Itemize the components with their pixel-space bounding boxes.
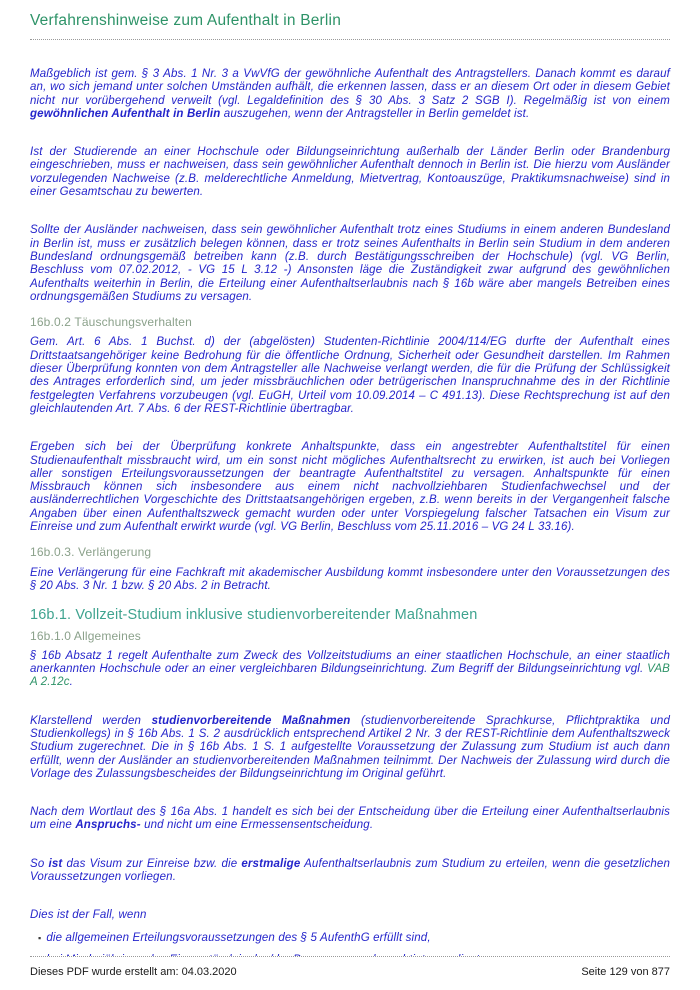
bold-text-segment: erstmalige bbox=[241, 857, 301, 870]
text-segment: Dies ist der Fall, wenn bbox=[30, 909, 147, 922]
cross-reference-link[interactable]: VAB A 2.12c bbox=[30, 663, 670, 689]
heading-16b-0-3-verlaengerung: 16b.0.3. Verlängerung bbox=[30, 545, 152, 560]
para-visum-erteilung bbox=[30, 858, 670, 885]
page-footer bbox=[30, 956, 670, 978]
para-studenten-richtlinie bbox=[30, 336, 670, 416]
document-title: Verfahrenshinweise zum Aufenthalt in Berlin bbox=[30, 12, 670, 40]
text-segment: auszugehen, wenn der Antragsteller in Berlin gemeldet ist. bbox=[220, 107, 530, 120]
para-missbrauch-anhaltspunkte bbox=[30, 441, 670, 534]
text-segment: Ist der Studierende an einer Hochschule oder Bildungseinrichtung außerhalb der Länder Berlin oder Brandenburg eingeschrieben, muss er nachweisen, dass sein gewöhnlicher Aufenthalt dennoch in Berlin ist. Die hierzu vom Ausländer vorzulegenden Nachweise (z.B. melderechtliche Anmeldung, Mietvertrag, Kontoauszüge, Praktikumsnachweise) sind in einer Gesamtschau zu bewerten. bbox=[30, 146, 670, 199]
creation-date: Dieses PDF wurde erstellt am: 04.03.2020 bbox=[30, 966, 237, 978]
bold-text-segment: studienvorbereitende Maßnahmen bbox=[151, 714, 351, 727]
para-hochschule-ausserhalb bbox=[30, 146, 670, 199]
para-verlaengerung-fachkraft bbox=[30, 567, 670, 594]
heading-16b-0-2-taeuschungsverhalten: 16b.0.2 Täuschungsverhalten bbox=[30, 315, 192, 330]
text-segment: Klarstellend werden bbox=[30, 714, 152, 727]
text-segment: das Visum zur Einreise bzw. die bbox=[62, 857, 242, 870]
document-body bbox=[0, 40, 700, 967]
document-header bbox=[0, 0, 700, 40]
text-segment: Aufenthaltserlaubnis zum Studium zu erteilen, wenn die gesetzlichen Voraussetzungen vorliegen. bbox=[30, 857, 670, 884]
text-segment: Maßgeblich ist gem. § 3 Abs. 1 Nr. 3 a VwVfG der gewöhnliche Aufenthalt des Antragstellers. Danach kommt es darauf an, wo sich jemand unter solchen Umständen aufhält, die erkennen lassen, dass er an diesem Ort oder in diesem Gebiet nicht nur vorübergehend verweilt (vgl. Legaldefinition des § 30 Abs. 3 Satz 2 SGB I). Regelmäßig ist von einem bbox=[30, 68, 670, 107]
bullet-erteilungsvoraussetzungen bbox=[30, 932, 670, 945]
para-studienvorbereitende-massnahmen bbox=[30, 715, 670, 781]
text-segment: Nach dem Wortlaut des § 16a Abs. 1 handelt es sich bei der Entscheidung über die Erteilung einer Aufenthaltserlaubnis um eine bbox=[30, 806, 670, 832]
bold-text-segment: Anspruchs- bbox=[75, 819, 141, 832]
bold-text-segment: ist bbox=[48, 857, 63, 870]
text-segment: und nicht um eine Ermessensentscheidung. bbox=[140, 819, 374, 832]
para-gewoehnlicher-aufenthalt bbox=[30, 68, 670, 121]
text-segment: § 16b Absatz 1 regelt Aufenthalte zum Zweck des Vollzeitstudiums an einer staatlichen Hochschule, an einer staatlich anerkannten Hochschule oder an einer vergleichbaren Bildungseinrichtung. Zum Begriff der Bildungseinrichtung vgl. bbox=[30, 649, 670, 676]
text-segment: Gem. Art. 6 Abs. 1 Buchst. d) der (abgelösten) Studenten-Richtlinie 2004/114/EG durfte der Aufenthalt eines Drittstaatsangehöriger keine Bedrohung für die öffentliche Ordnung, Sicherheit oder Gesundheit darstellen. Im Rahmen dieser Überprüfung konnten von dem Antragsteller alle Nachweise verlangt werden, die für die Prüfung der Schlüssigkeit des Antrages erforderlich sind, um jeder missbräuchlichen oder betrügerischen Inanspruchnahme des in der Richtlinie festgelegten Verfahrens vorzubeugen (vgl. EuGH, Urteil vom 10.09.2014 – C 491.13). Diese Rechtsprechung ist auf den gleichlautenden Art. 7 Abs. 6 der REST-Richtlinie übertragbar. bbox=[30, 336, 670, 415]
text-segment: Eine Verlängerung für eine Fachkraft mit akademischer Ausbildung kommt insbesondere unter den Voraussetzungen des § 20 Abs. 3 Nr. 1 bzw. § 20 Abs. 2 in Betracht. bbox=[30, 566, 670, 592]
bold-text-segment: gewöhnlichen Aufenthalt in Berlin bbox=[30, 107, 221, 120]
page-number: Seite 129 von 877 bbox=[581, 966, 670, 978]
text-segment: So bbox=[30, 857, 49, 870]
text-segment: . bbox=[69, 676, 73, 689]
para-16b-absatz-1 bbox=[30, 650, 670, 690]
text-segment: Sollte der Ausländer nachweisen, dass sein gewöhnlicher Aufenthalt trotz eines Studiums in einem anderen Bundesland in Berlin ist, muss er zusätzlich belegen können, dass er trotz seines Aufenthalts in Berlin sein Studium in dem anderen Bundesland ordnungsgemäß betreiben kann (z.B. durch Bestätigungsschreiben der Hochschule) (vgl. VG Berlin, Beschluss vom 07.02.2012, - VG 15 L 3.12 -) Ansonsten läge die Zuständigkeit zwar aufgrund des gewöhnlichen Aufenthalts weiterhin in Berlin, die Erteilung einer Aufenthaltserlaubnis nach § 16b wäre aber mangels Betreiben eines ordnungsgemäßen Studiums zu versagen. bbox=[30, 224, 670, 303]
text-segment: (studienvorbereitende Sprachkurse, Pflichtpraktika und Studienkollegs) in § 16b Abs. 1 S. 2 ausdrücklich entsprechend Artikel 2 Nr. 3 der REST-Richtlinie dem Aufenthaltszweck Studium zugerechnet. Die in § 16b Abs. 1 S. 1 aufgestellte Voraussetzung der Zulassung zum Studium ist auch dann erfüllt, wenn der Ausländer an studienvorbereitenden Maßnahmen teilnimmt. Der Nachweis der Zulassung wird durch die Vorlage des Zulassungsbescheides der Bildungseinrichtung im Original geführt. bbox=[30, 714, 670, 780]
bullet-text: die allgemeinen Erteilungsvoraussetzungen des § 5 AufenthG erfüllt sind, bbox=[46, 931, 431, 944]
bullet-square-icon: ▪ bbox=[38, 932, 42, 943]
heading-16b-1-vollzeit-studium: 16b.1. Vollzeit-Studium inklusive studienvorbereitender Maßnahmen bbox=[30, 607, 478, 624]
text-segment: Ergeben sich bei der Überprüfung konkrete Anhaltspunkte, dass ein angestrebter Aufenthaltstitel für einen Studienaufenthalt missbraucht wird, um ein sonst nicht mögliches Aufenthaltsrecht zu erwirken, ist auch bei Vorliegen aller sonstigen Erteilungsvoraussetzungen der beantragte Aufenthaltstitel zu versagen. Anhaltspunkte für einen Missbrauch können sich insbesondere aus einem nicht nachvollziehbaren Studienfachwechsel und der ausländerrechtlichen Vorgeschichte des Drittstaatsangehörigen ergeben, z.B. wenn bereits in der Vergangenheit falsche Angaben über einen Aufenthaltszweck gemacht wurden oder unter Vorspiegelung falscher Tatsachen ein Visum zur Einreise und zum Aufenthalt erwirkt wurde (vgl. VG Berlin, Beschluss vom 25.11.2016 – VG 24 L 33.16). bbox=[30, 441, 670, 534]
para-dies-ist-der-fall bbox=[30, 909, 670, 922]
para-anspruchsentscheidung bbox=[30, 806, 670, 833]
para-studium-anderes-bundesland bbox=[30, 224, 670, 304]
heading-16b-1-0-allgemeines: 16b.1.0 Allgemeines bbox=[30, 628, 141, 643]
